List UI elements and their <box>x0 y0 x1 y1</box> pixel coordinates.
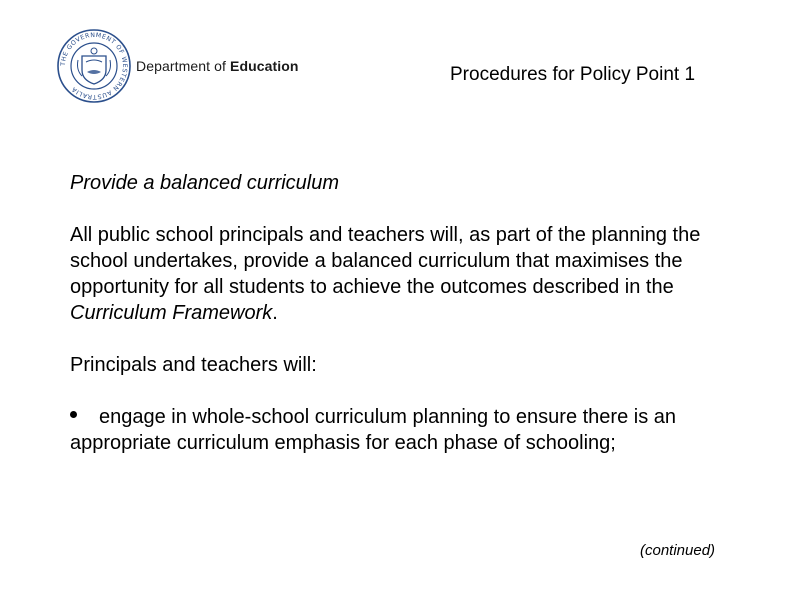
department-name-prefix: Department of <box>136 58 230 74</box>
document-body <box>70 170 730 456</box>
intro-paragraph-end: . <box>272 302 278 324</box>
curriculum-framework-italic: Curriculum Framework <box>70 302 273 324</box>
continued-note: (continued) <box>640 542 716 559</box>
lead-in-paragraph: Principals and teachers will: <box>70 354 317 376</box>
department-name <box>136 58 299 74</box>
department-logo <box>56 28 299 104</box>
page-title: Procedures for Policy Point 1 <box>450 64 696 85</box>
intro-paragraph <box>70 222 730 326</box>
department-name-bold: Education <box>230 58 299 74</box>
bullet-text: engage in whole-school curriculum planning to ensure there is an appropriate curriculum emphasis for each phase of schooling; <box>70 406 677 454</box>
bullet-dot-icon <box>70 411 77 418</box>
section-heading: Provide a balanced curriculum <box>70 172 340 194</box>
government-seal-icon <box>56 28 132 104</box>
svg-text:THE GOVERNMENT OF WESTERN AUST <box>60 32 128 100</box>
intro-paragraph-text: All public school principals and teachers will, as part of the planning the school undertakes, provide a balanced curriculum that maximises the opportunity for all students to achieve the outcomes described in the <box>70 224 701 298</box>
bullet-item <box>70 404 730 456</box>
seal-text: THE GOVERNMENT OF WESTERN AUSTRALIA <box>59 31 129 101</box>
